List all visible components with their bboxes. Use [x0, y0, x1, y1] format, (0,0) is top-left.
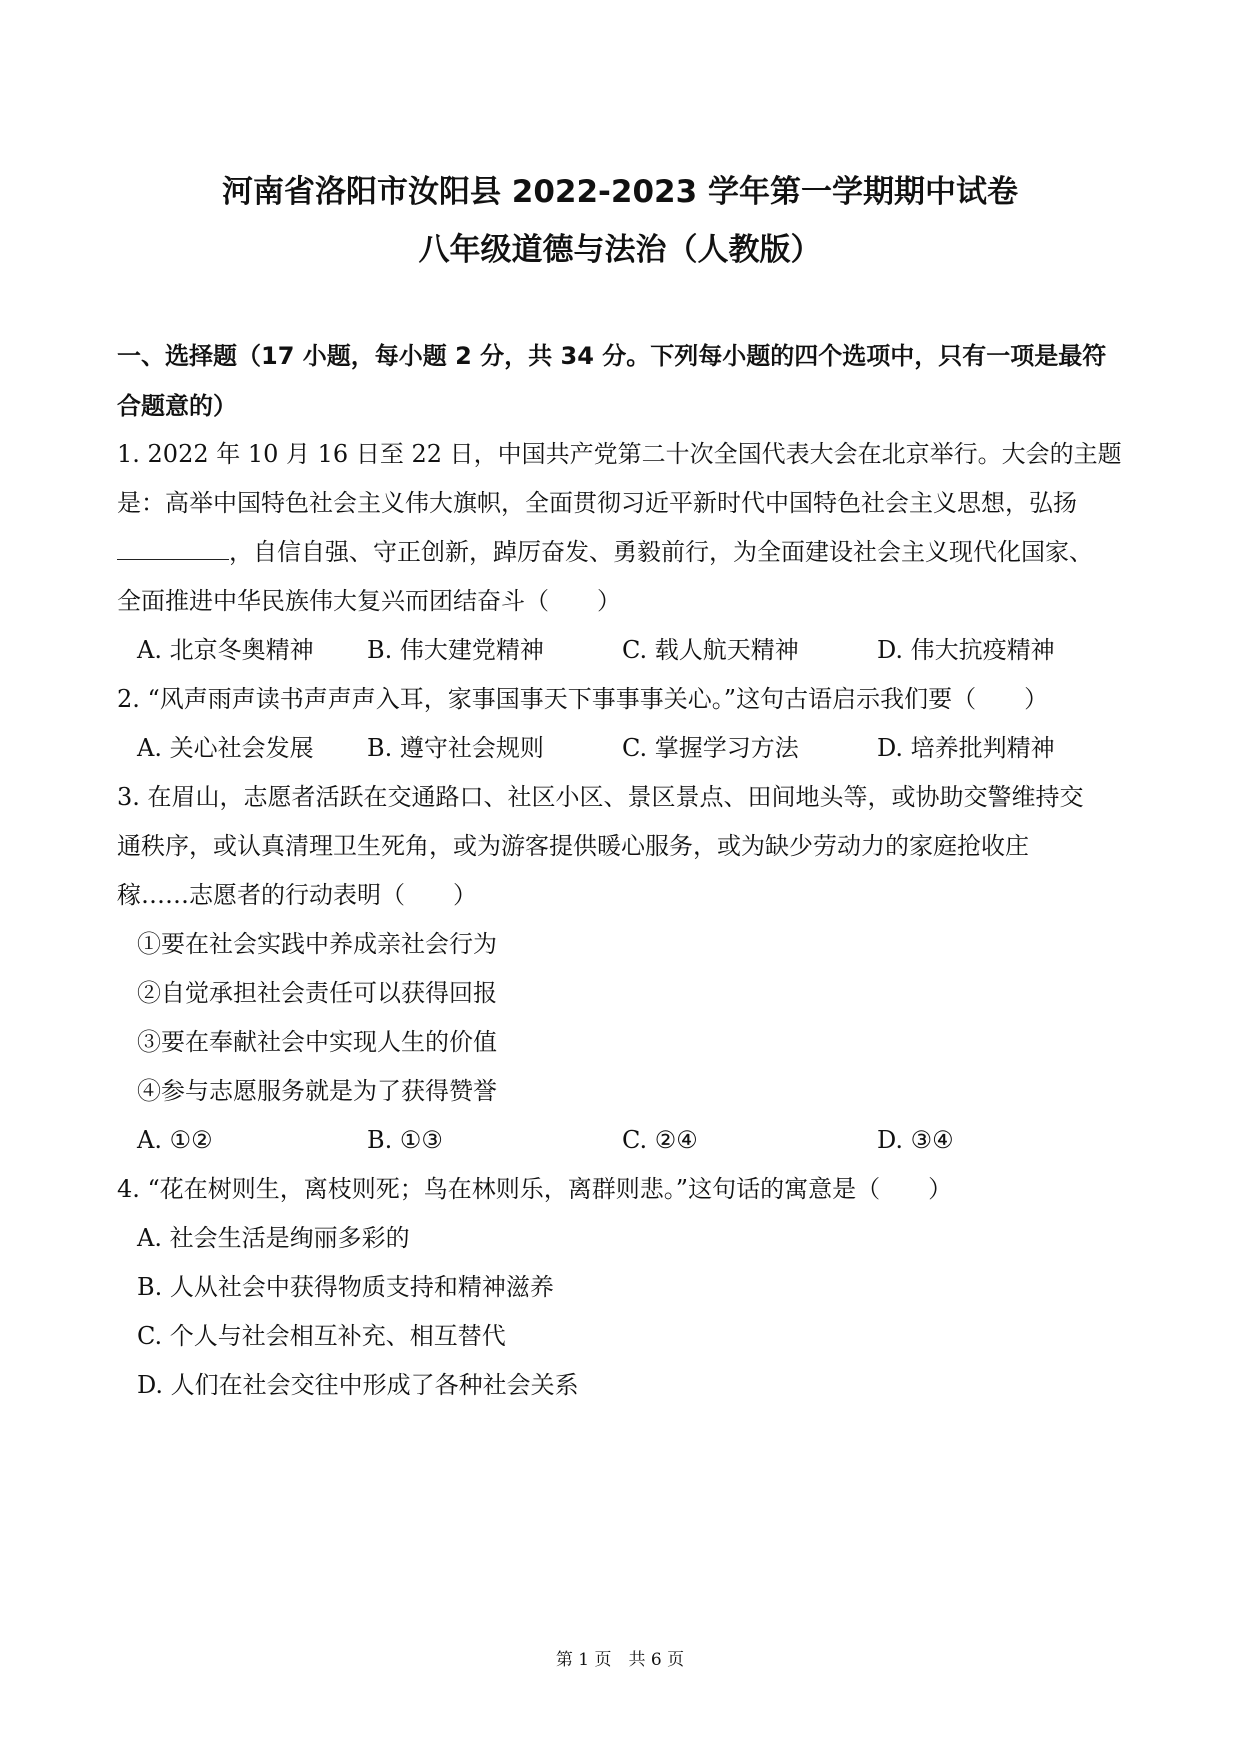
- question-1-text-4: 全面推进中华民族伟大复兴而团结奋斗（ ）: [117, 587, 621, 615]
- exam-title: 河南省洛阳市汝阳县 2022-2023 学年第一学期期中试卷: [221, 174, 1018, 210]
- section-heading: 一、选择题（17 小题，每小题 2 分，共 34 分。下列每小题的四个选项中，只有一项是最符: [117, 342, 1107, 370]
- question-1-text-3-rest: ，自信自强、守正创新，踔厉奋发、勇毅前行，为全面建设社会主义现代化国家、: [229, 538, 1093, 566]
- q2-option-d: D. 培养批判精神: [877, 734, 1055, 762]
- section-heading-cont: 合题意的）: [117, 392, 237, 420]
- q3-option-d: D. ③④: [877, 1126, 954, 1154]
- q4-option-d: D. 人们在社会交往中形成了各种社会关系: [137, 1371, 579, 1399]
- q3-option-b: B. ①③: [367, 1126, 443, 1154]
- q2-option-a: A. 关心社会发展: [137, 734, 314, 762]
- q3-option-a: A. ①②: [137, 1126, 213, 1154]
- q3-option-c: C. ②④: [622, 1126, 698, 1154]
- q3-statement-4: ④参与志愿服务就是为了获得赞誉: [137, 1077, 497, 1105]
- q4-option-b: B. 人从社会中获得物质支持和精神滋养: [137, 1273, 554, 1301]
- question-1-text: 1. 2022 年 10 月 16 日至 22 日，中国共产党第二十次全国代表大会在北京举行。大会的主题: [117, 440, 1122, 468]
- question-4-text: 4. “花在树则生，离枝则死；鸟在林则乐，离群则悲。”这句话的寓意是（ ）: [117, 1175, 953, 1203]
- q4-option-a: A. 社会生活是绚丽多彩的: [137, 1224, 410, 1252]
- question-1-text-3: [117, 536, 1127, 568]
- q2-option-b: B. 遵守社会规则: [367, 734, 544, 762]
- exam-subtitle: 八年级道德与法治（人教版）: [418, 232, 822, 268]
- question-3-text-2: 通秩序，或认真清理卫生死角，或为游客提供暖心服务，或为缺少劳动力的家庭抢收庄: [117, 832, 1029, 860]
- q1-option-d: D. 伟大抗疫精神: [877, 636, 1055, 664]
- fill-blank: [117, 537, 229, 560]
- question-1-text-2: 是：高举中国特色社会主义伟大旗帜，全面贯彻习近平新时代中国特色社会主义思想，弘扬: [117, 489, 1077, 517]
- question-3-text: 3. 在眉山，志愿者活跃在交通路口、社区小区、景区景点、田间地头等，或协助交警维持交: [117, 783, 1084, 811]
- page-number: 第 1 页 共 6 页: [555, 1650, 685, 1670]
- q2-option-c: C. 掌握学习方法: [622, 734, 799, 762]
- q1-option-a: A. 北京冬奥精神: [137, 636, 314, 664]
- q3-statement-1: ①要在社会实践中养成亲社会行为: [137, 930, 497, 958]
- question-2-text: 2. “风声雨声读书声声声入耳，家事国事天下事事事关心。”这句古语启示我们要（ ）: [117, 685, 1049, 713]
- q3-statement-2: ②自觉承担社会责任可以获得回报: [137, 979, 497, 1007]
- q4-option-c: C. 个人与社会相互补充、相互替代: [137, 1322, 506, 1350]
- q3-statement-3: ③要在奉献社会中实现人生的价值: [137, 1028, 497, 1056]
- q1-option-b: B. 伟大建党精神: [367, 636, 544, 664]
- q1-option-c: C. 载人航天精神: [622, 636, 799, 664]
- question-3-text-3: 稼……志愿者的行动表明（ ）: [117, 881, 477, 909]
